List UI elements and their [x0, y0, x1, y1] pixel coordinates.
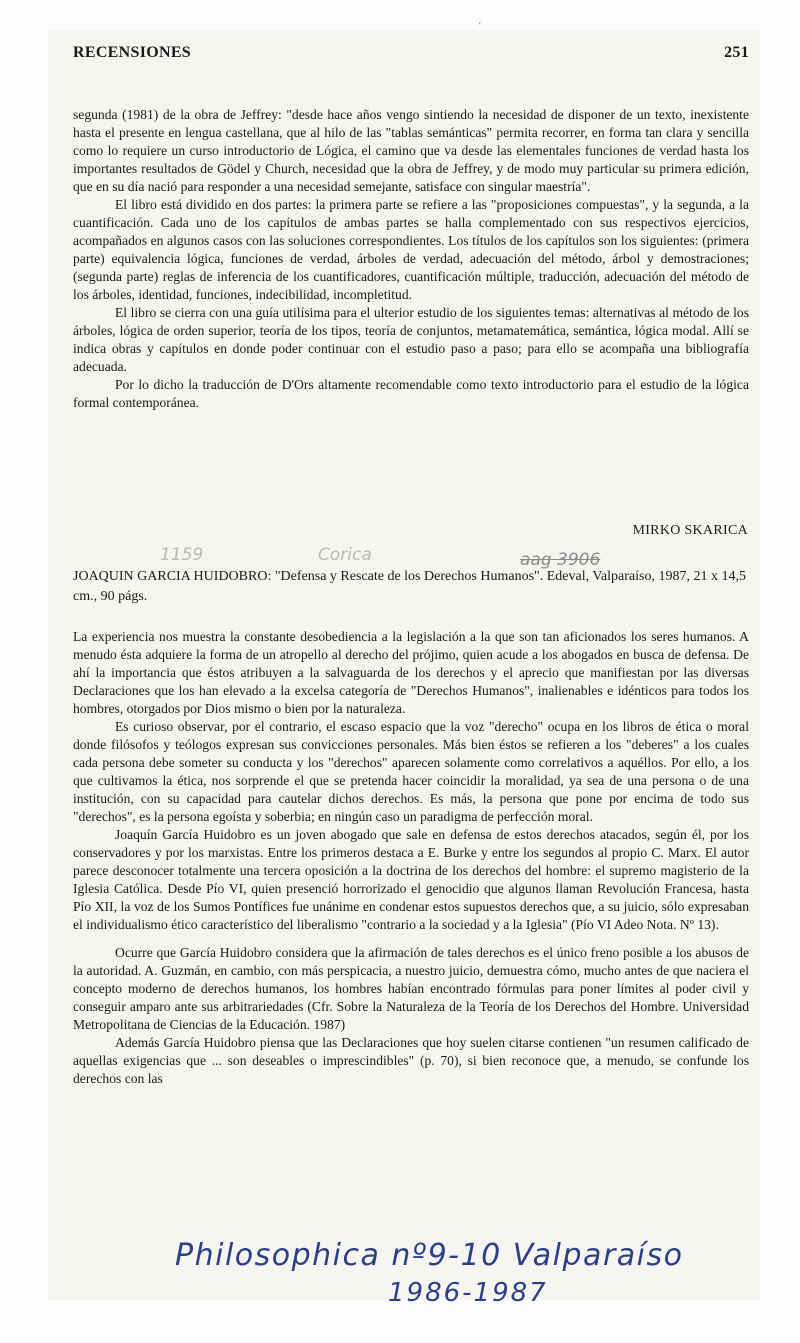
review-heading: JOAQUIN GARCIA HUIDOBRO: "Defensa y Rescate de los Derechos Humanos". Edeval, Valparaíso, 1987, 21 x 14,5 cm., 90 págs. — [73, 569, 746, 604]
paragraph: Ocurre que García Huidobro considera que la afirmación de tales derechos es el único freno posible a los abusos de la autoridad. A. Guzmán, en cambio, con más perspicacia, a nuestro juicio, demuestra cómo, mucho antes de que naciera el concepto moderno de derechos humanos, los hombres habían encontrado fórmulas para poner límites al poder civil y conseguir amparo ante sus arbitrariedades (Cfr. Sobre la Naturaleza de la Teoría de los Derechos del Hombre. Universidad Metropolitana de Ciencias de la Educación. 1987) — [73, 945, 749, 1032]
paragraph: segunda (1981) de la obra de Jeffrey: "desde hace años vengo sintiendo la necesidad de disponer de un texto, inexistente hasta el presente en lengua castellana, que al hilo de las "tablas semánticas" permita recorrer, en forma tan clara y sencilla como lo requiere un curso introductorio de Lógica, el camino que va desde las elementales funciones de verdad hasta los importantes resultados de Gödel y Church, necesidad que la obra de Jeffrey, y de modo muy particular su primera edición, que en su día nació para responder a una necesidad semejante, satisface con singular maestría". — [73, 107, 749, 194]
paragraph: El libro se cierra con una guía utilísima para el ulterior estudio de los siguientes temas: alternativas al método de los árboles, lógica de orden superior, teoría de los tipos, teoría de conjuntos, metamatemática, semántica, lógica modal. Allí se indica obras y capítulos en donde poder continuar con el estudio paso a paso; para ello se acompaña una bibliografía adecuada. — [73, 305, 749, 374]
handwritten-note: Corica — [318, 545, 372, 565]
paragraph: Por lo dicho la traducción de D'Ors altamente recomendable como texto introductorio para el estudio de la lógica formal contemporánea. — [73, 377, 749, 410]
section-title: RECENSIONES — [73, 44, 192, 61]
paragraph: Además García Huidobro piensa que las Declaraciones que hoy suelen citarse contienen "un resumen calificado de aquellas exigencias que ... son deseables o imprescindibles" (p. 70), si bien reconoce que, a menudo, se confunde los derechos con las — [73, 1035, 749, 1086]
review-signature: MIRKO SKARICA — [632, 523, 748, 538]
review2-body — [73, 628, 749, 1088]
page-number: 251 — [724, 44, 749, 61]
handwritten-years: 1986-1987 — [388, 1278, 548, 1308]
handwritten-citation: Philosophica nº9-10 Valparaíso — [175, 1238, 684, 1273]
paragraph: El libro está dividido en dos partes: la primera parte se refiere a las "proposiciones compuestas", y la segunda, a la cuantificación. Cada uno de los capítulos de ambas partes se halla complementado con sus respectivos ejercicios, acompañados en algunos casos con las soluciones correspondientes. Los títulos de los capítulos son los siguientes: (primera parte) equivalencia lógica, funciones de verdad, árboles de verdad, adecuación del método, árbol y demostraciones; (segunda parte) reglas de inferencia de los cuantificadores, cuantificación múltiple, traducción, adecuación del método de los árboles, identidad, funciones, indecibilidad, incompletitud. — [73, 197, 749, 302]
paragraph: Es curioso observar, por el contrario, el escaso espacio que la voz "derecho" ocupa en los libros de ética o moral donde filósofos y teólogos expresan sus convicciones personales. Más bien éstos se refieren a los "deberes" a los cuales cada persona debe someter su conducta y los "derechos" aparecen solamente como correlativos a aquéllos. Por ello, a los que cultivamos la ética, nos sorprende el que se pretenda hacer coincidir la moralidad, ya sea de una persona o de una institución, con su capacidad para cautelar dichos derechos. Es más, la persona que pone por encima de todo sus "derechos", es la persona egoísta y soberbia; en ningún caso un paradigma de perfección moral. — [73, 719, 749, 824]
page-header — [73, 44, 749, 62]
handwritten-note: aag 3906 — [520, 550, 601, 570]
review1-body — [73, 106, 749, 412]
paragraph: La experiencia nos muestra la constante desobediencia a la legislación a la que son tan aficionados los seres humanos. A menudo ésta adquiere la forma de un atropello al derecho del prójimo, quien acude a los abogados en busca de defensa. De ahí la importancia que éstos atribuyen a la salvaguarda de los derechos y el aprecio que manifiestan por las diversas Declaraciones que los han elevado a la excelsa categoría de "Derechos Humanos", inalienables e idénticos para todos los hombres, otorgados por Dios mismo o bien por la naturaleza. — [73, 629, 749, 716]
paragraph: Joaquín García Huidobro es un joven abogado que sale en defensa de estos derechos atacados, según él, por los conservadores y por los marxistas. Entre los primeros destaca a E. Burke y entre los segundos al propio C. Marx. El autor parece desconocer totalmente una tercera oposición a la doctrina de los derechos del hombre: el supremo magisterio de la Iglesia Católica. Desde Pío VI, quien presenció horrorizado el genocidio que algunos llaman Revolución Francesa, hasta Pío XII, la voz de los Sumos Pontífices fue unánime en condenar estos supuestos derechos que, a su juicio, sólo expresaban el individualismo ético característico del liberalismo "contrario a la sociedad y a la Iglesia" (Pío VI Adeo Nota. Nº 13). — [73, 827, 749, 932]
ink-speck: ‘ — [478, 20, 482, 32]
handwritten-note: 1159 — [160, 545, 204, 565]
